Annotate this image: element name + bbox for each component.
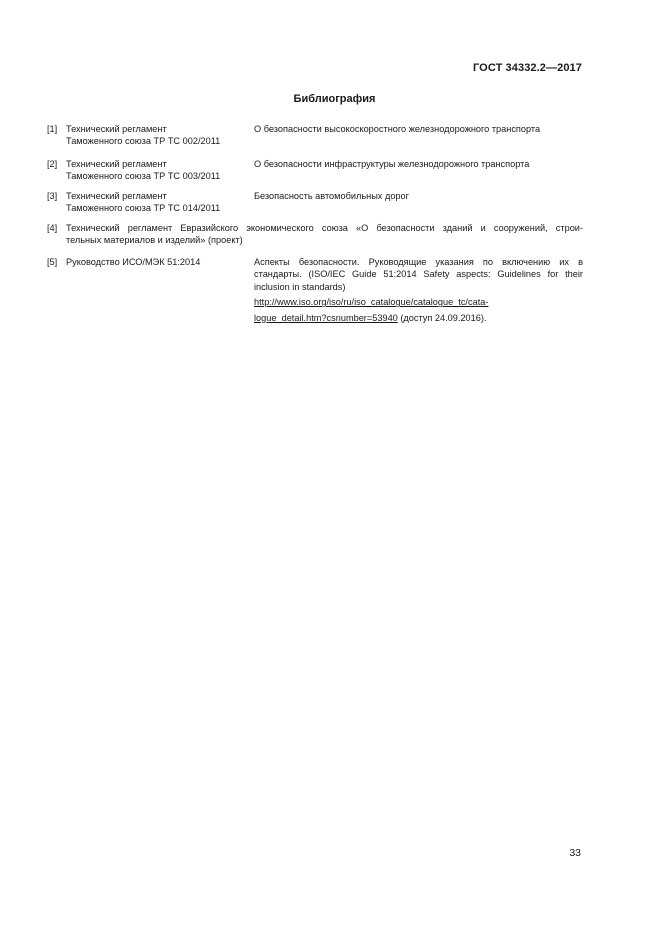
- entry-source: [66, 123, 251, 148]
- entry-description: О безопасности инфраструктуры железнодорожного транспорта: [254, 159, 530, 169]
- entry-source-line: Таможенного союза ТР ТС 014/2011: [66, 203, 221, 214]
- entry-number: [2]: [47, 159, 58, 169]
- entry-description: Безопасность автомобильных дорог: [254, 191, 409, 201]
- entry-description-line: inclusion in standards): [254, 281, 346, 292]
- bibliography-entry: [47, 158, 583, 190]
- entry-link-line: [254, 312, 583, 324]
- catalogue-link-continuation[interactable]: logue_detail.htm?csnumber=53940: [254, 312, 398, 323]
- entry-description: [254, 256, 583, 324]
- entry-source-line: Технический регламент: [66, 191, 167, 201]
- entry-source-line: Технический регламент: [66, 124, 167, 134]
- entry-description: О безопасности высокоскоростного железнодорожного транспорта: [254, 124, 541, 134]
- entry-number: [4]: [47, 223, 58, 233]
- entry-source: [66, 158, 251, 183]
- entry-source-line: Таможенного союза ТР ТС 003/2011: [66, 171, 221, 182]
- entry-number: [1]: [47, 124, 58, 134]
- entry-text-line: Технический регламент Евразийского экономического союза «О безопасности зданий и сооружений, строи-: [66, 223, 583, 233]
- catalogue-link[interactable]: http://www.iso.org/iso/ru/iso_catalogue/catalogue_tc/cata-: [254, 297, 489, 308]
- entry-description-line: Аспекты безопасности. Руководящие указания по включению их в: [254, 257, 583, 267]
- access-date-note: (доступ 24.09.2016).: [397, 312, 487, 323]
- entry-number: [3]: [47, 191, 58, 201]
- bibliography-entry: [47, 256, 583, 336]
- entry-source-line: Технический регламент: [66, 159, 167, 169]
- page-number: 33: [569, 847, 581, 859]
- entry-source-line: Таможенного союза ТР ТС 002/2011: [66, 136, 221, 147]
- entry-description-line: стандарты. (ISO/IEC Guide 51:2014 Safety aspects: Guidelines for their: [254, 269, 583, 280]
- entry-full-text: [66, 222, 583, 247]
- bibliography-entry: [47, 190, 583, 222]
- section-title: Библиография: [293, 93, 376, 105]
- entry-number: [5]: [47, 257, 58, 267]
- bibliography-entry: [47, 123, 583, 158]
- entry-link-line: [254, 296, 583, 308]
- bibliography-list: [47, 123, 583, 336]
- document-code: ГОСТ 34332.2—2017: [472, 62, 582, 74]
- entry-source: [66, 256, 251, 268]
- entry-source-line: Руководство ИСО/МЭК 51:2014: [66, 257, 201, 267]
- entry-text-line: тельных материалов и изделий» (проект): [66, 235, 243, 246]
- entry-source: [66, 190, 251, 215]
- bibliography-entry: [47, 222, 583, 256]
